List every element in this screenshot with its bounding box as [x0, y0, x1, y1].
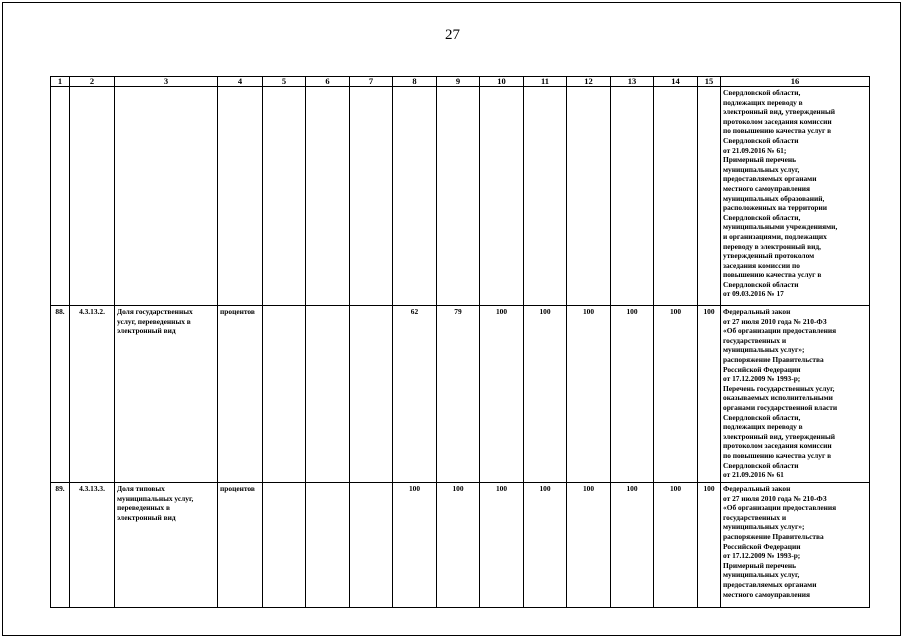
cell-unit — [218, 87, 263, 306]
cell-col7 — [350, 483, 393, 608]
col-header-10: 10 — [480, 77, 524, 87]
cell-col12 — [567, 87, 611, 306]
cell-code — [70, 87, 115, 306]
cell-col13 — [611, 87, 654, 306]
cell-legal-basis: Федеральный закон от 27 июля 2010 года № 210-ФЗ «Об организации предоставления государственных и муниципальных услуг»; распоряжение Правительства Российской Федерации от 17.12.2009 № 1993-р; Перечень государственных услуг, оказываемых исполнительными органами государственной власти Свердловской области, подлежащих переводу в электронный вид, утвержденный протоколом заседания комиссии по повышению качества услуг в Свердловской области от 21.09.2016 № 61 — [721, 306, 870, 483]
col-header-16: 16 — [721, 77, 870, 87]
cell-number: 89. — [51, 483, 70, 608]
cell-col14 — [654, 87, 698, 306]
cell-col14: 100 — [654, 483, 698, 608]
cell-legal-basis: Федеральный закон от 27 июля 2010 года № 210-ФЗ «Об организации предоставления государственных и муниципальных услуг»; распоряжение Правительства Российской Федерации от 17.12.2009 № 1993-р; Примерный перечень муниципальных услуг, предоставляемых органами местного самоуправления — [721, 483, 870, 608]
cell-col8 — [393, 87, 437, 306]
cell-col10 — [480, 87, 524, 306]
cell-col7 — [350, 306, 393, 483]
col-header-15: 15 — [698, 77, 721, 87]
cell-col9: 79 — [437, 306, 480, 483]
col-header-1: 1 — [51, 77, 70, 87]
cell-indicator: Доля типовых муниципальных услуг, переведенных в электронный вид — [115, 483, 218, 608]
cell-col8: 100 — [393, 483, 437, 608]
cell-legal-basis: Свердловской области, подлежащих переводу в электронный вид, утвержденный протоколом заседания комиссии по повышению качества услуг в Свердловской области от 21.09.2016 № 61; Примерный перечень муниципальных услуг, предоставляемых органами местного самоуправления муниципальных образований, расположенных на территории Свердловской области, муниципальными учреждениями, и организациями, подлежащих переводу в электронный вид, утвержденный протоколом заседания комиссии по повышению качества услуг в Свердловской области от 09.03.2016 № 17 — [721, 87, 870, 306]
col-header-14: 14 — [654, 77, 698, 87]
cell-col9: 100 — [437, 483, 480, 608]
cell-col12: 100 — [567, 483, 611, 608]
cell-indicator — [115, 87, 218, 306]
cell-code: 4.3.13.2. — [70, 306, 115, 483]
cell-col6 — [306, 483, 350, 608]
col-header-6: 6 — [306, 77, 350, 87]
cell-col5 — [263, 87, 306, 306]
cell-col15 — [698, 87, 721, 306]
cell-col12: 100 — [567, 306, 611, 483]
cell-col11: 100 — [524, 483, 567, 608]
cell-col5 — [263, 306, 306, 483]
header-row — [51, 77, 870, 87]
cell-indicator: Доля государственных услуг, переведенных в электронный вид — [115, 306, 218, 483]
col-header-8: 8 — [393, 77, 437, 87]
cell-col13: 100 — [611, 483, 654, 608]
col-header-5: 5 — [263, 77, 306, 87]
page-number: 27 — [445, 27, 460, 43]
cell-number: 88. — [51, 306, 70, 483]
cell-col7 — [350, 87, 393, 306]
cell-col15: 100 — [698, 306, 721, 483]
cell-col11: 100 — [524, 306, 567, 483]
cell-code: 4.3.13.3. — [70, 483, 115, 608]
cell-unit: процентов — [218, 483, 263, 608]
indicator-table — [50, 76, 870, 608]
col-header-12: 12 — [567, 77, 611, 87]
cell-col15: 100 — [698, 483, 721, 608]
cell-col13: 100 — [611, 306, 654, 483]
col-header-7: 7 — [350, 77, 393, 87]
col-header-13: 13 — [611, 77, 654, 87]
col-header-11: 11 — [524, 77, 567, 87]
cell-col6 — [306, 87, 350, 306]
table-row — [51, 87, 870, 306]
cell-col9 — [437, 87, 480, 306]
col-header-9: 9 — [437, 77, 480, 87]
cell-col14: 100 — [654, 306, 698, 483]
table-row — [51, 483, 870, 608]
cell-col10: 100 — [480, 483, 524, 608]
col-header-3: 3 — [115, 77, 218, 87]
cell-col8: 62 — [393, 306, 437, 483]
cell-col10: 100 — [480, 306, 524, 483]
cell-unit: процентов — [218, 306, 263, 483]
col-header-4: 4 — [218, 77, 263, 87]
table-row — [51, 306, 870, 483]
cell-col6 — [306, 306, 350, 483]
cell-number — [51, 87, 70, 306]
col-header-2: 2 — [70, 77, 115, 87]
cell-col11 — [524, 87, 567, 306]
cell-col5 — [263, 483, 306, 608]
